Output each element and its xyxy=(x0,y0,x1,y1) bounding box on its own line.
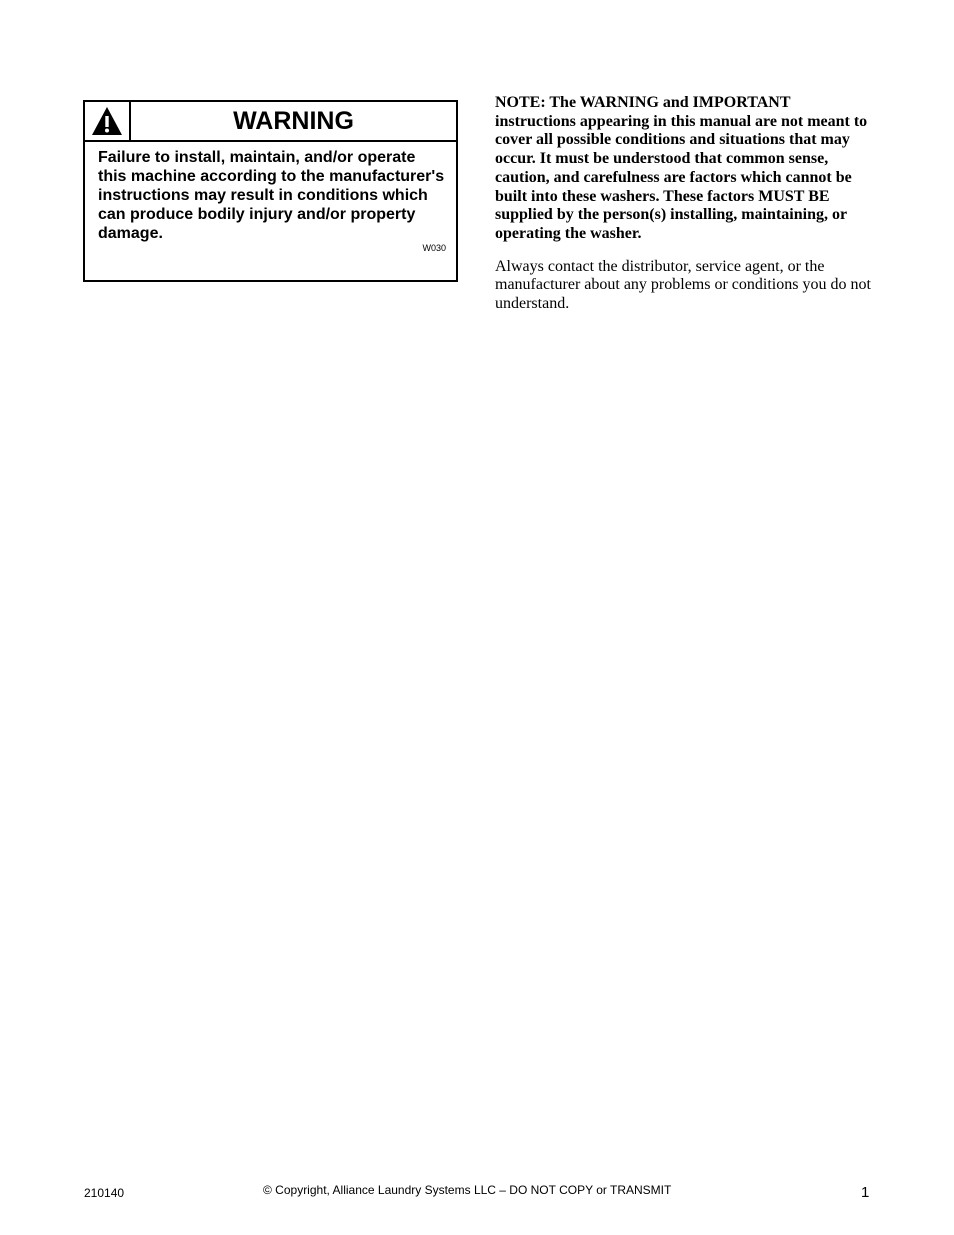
note-column xyxy=(495,94,875,314)
warning-box xyxy=(83,100,458,282)
warning-header xyxy=(85,102,456,142)
footer-page-number: 1 xyxy=(861,1184,870,1201)
warning-icon-cell xyxy=(85,102,131,140)
warning-title: WARNING xyxy=(233,107,354,135)
warning-triangle-icon xyxy=(90,105,124,137)
note-regular-paragraph: Always contact the distributor, service agent, or the manufacturer about any problems or conditions you do not understand. xyxy=(495,257,871,313)
footer-copyright: © Copyright, Alliance Laundry Systems LLC – DO NOT COPY or TRANSMIT xyxy=(263,1183,672,1197)
warning-text: Failure to install, maintain, and/or operate this machine according to the manufacturer's instructions may result in conditions which can produce bodily injury and/or property damage. xyxy=(98,149,445,242)
warning-code: W030 xyxy=(422,243,446,253)
note-bold-paragraph: NOTE: The WARNING and IMPORTANT instructions appearing in this manual are not meant to cover all possible conditions and situations that may occur. It must be understood that common sense, caution, and carefulness are factors which cannot be built into these washers. These factors MUST BE supplied by the person(s) installing, maintaining, or operating the washer. xyxy=(495,94,868,242)
footer-doc-number: 210140 xyxy=(84,1186,125,1200)
